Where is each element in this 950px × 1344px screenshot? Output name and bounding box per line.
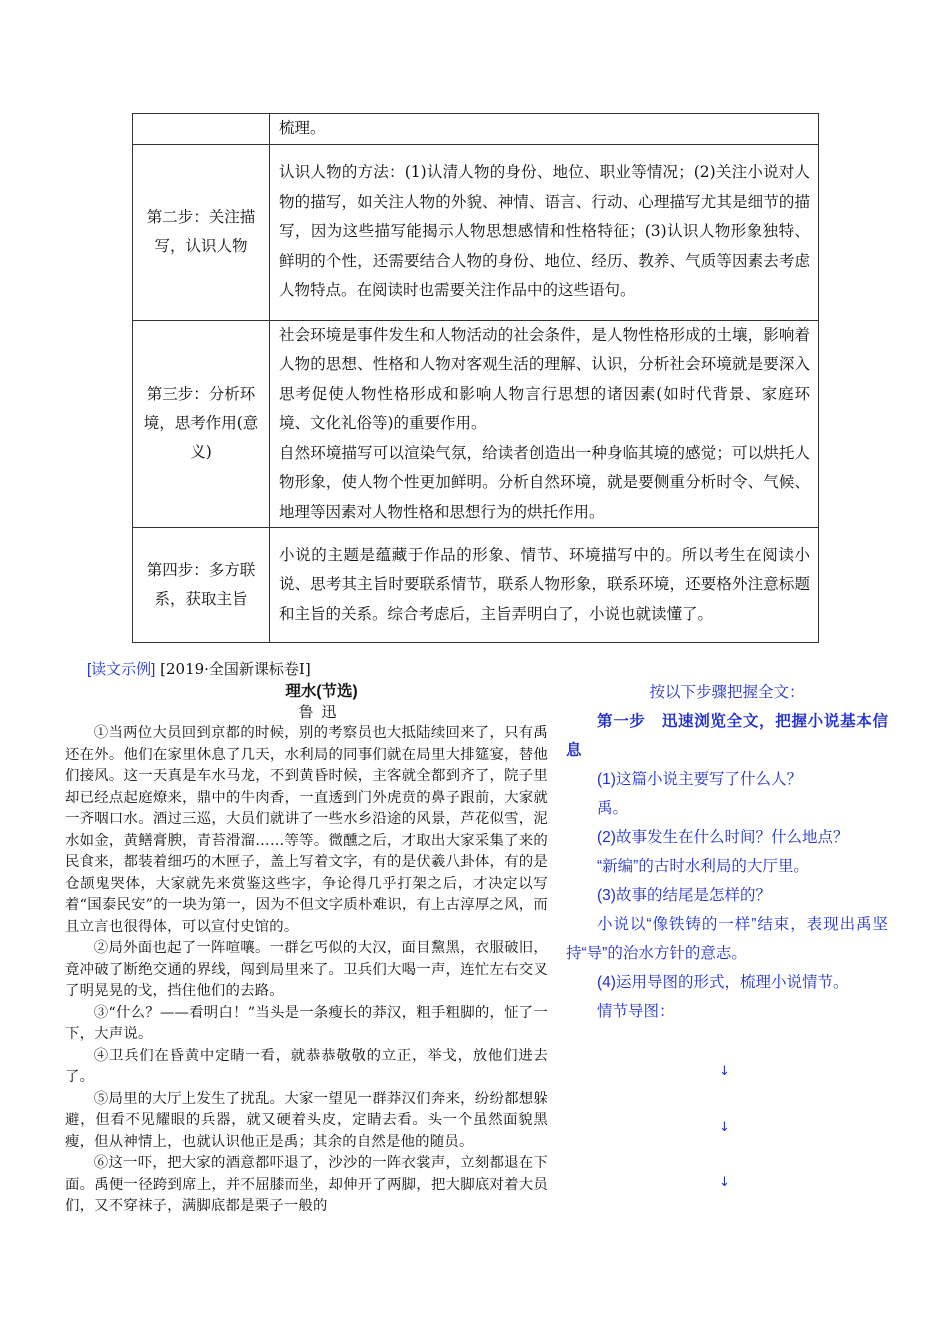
article-paragraph: ①当两位大员回到京都的时候，别的考察员也大抵陆续回来了，只有禹还在外。他们在家里休息了几天，水利局的同事们就在局里大排筵宴，替他们接风。这一天真是车水马龙，不到黄昏时候，主客就全都到齐了，院子里却已经点起庭燎来，鼎中的牛肉香，一直透到门外虎贲的鼻子跟前，大家就一齐咽口水。酒过三巡，大员们就讲了一些水乡沿途的风景，芦花似雪，泥水如金，黄鳝膏腴，青苔滑溜……等等。微醺之后，才取出大家采集了来的民食来，都装着细巧的木匣子，盖上写着文字，有的是伏羲八卦体，有的是仓颉鬼哭体，大家就先来赏鉴这些字，争论得几乎打架之后，才决定以写着“国泰民安”的一块为第一，因为不但文字质朴难识，有上古淳厚之风，而且立言也很得体，可以宣付史馆的。 <box>65 725 548 935</box>
down-arrow-icon: ↓ <box>719 1064 730 1079</box>
step-text: 小说的主题是蕴藏于作品的形象、情节、环境描写中的。所以考生在阅读小说、思考其主旨时要联系情节，联系人物形象，联系环境，还要格外注意标题和主旨的关系。综合考虑后，主旨弄明白了，小说也就读懂了。 <box>270 528 819 643</box>
guide-question: (4)运用导图的形式，梳理小说情节。 <box>597 974 849 991</box>
example-tag: [读文示例] <box>87 661 156 678</box>
guide-question: (2)故事发生在什么时间？什么地点？ <box>597 829 849 846</box>
article-title: 理水(节选) <box>285 683 358 700</box>
step-label: 第四步：多方联系，获取主旨 <box>133 528 270 643</box>
step-label <box>133 114 270 145</box>
guide-hint: 按以下步骤把握全文： <box>649 684 805 701</box>
guide-question: (1)这篇小说主要写了什么人？ <box>597 771 802 788</box>
down-arrow-icon: ↓ <box>719 1120 730 1135</box>
guide-answer: 小说以“像铁铸的一样”结束，表现出禹坚持“导”的治水方针的意志。 <box>566 916 888 962</box>
article-paragraph: ④卫兵们在昏黄中定睛一看，就恭恭敬敬的立正，举戈，放他们进去了。 <box>65 1047 548 1085</box>
guide-question: (3)故事的结尾是怎样的？ <box>597 887 771 904</box>
guide-answer: “新编”的古时水利局的大厅里。 <box>597 858 809 875</box>
guide-step-title: 第一步 迅速浏览全文，把握小说基本信息 <box>566 713 888 759</box>
article-paragraph: ⑤局里的大厅上发生了扰乱。大家一望见一群莽汉们奔来，纷纷都想躲避，但看不见耀眼的兵器，就又硬着头皮，定睛去看。头一个虽然面貌黑瘦，但从神情上，也就认识他正是禹；其余的自然是他的随员。 <box>65 1090 548 1150</box>
article-paragraph: ⑥这一吓，把大家的酒意都吓退了，沙沙的一阵衣裳声，立刻都退在下面。禹便一径跨到席上，并不屈膝而坐，却伸开了两脚，把大脚底对着大员们，又不穿袜子，满脚底都是栗子一般的 <box>65 1155 548 1214</box>
article-paragraph: ③“什么？——看明白！”当头是一条瘦长的莽汉，粗手粗脚的，怔了一下，大声说。 <box>65 1004 548 1042</box>
guide-answer: 禹。 <box>597 800 629 817</box>
table-row <box>133 114 819 145</box>
step-label: 第三步：分析环境，思考作用(意义) <box>133 320 270 528</box>
table-row <box>133 144 819 320</box>
step-text: 梳理。 <box>270 114 819 145</box>
step-text: 社会环境是事件发生和人物活动的社会条件，是人物性格形成的土壤，影响着人物的思想、性格和人物对客观生活的理解、认识，分析社会环境就是要深入思考促使人物性格形成和影响人物言行思想的诸因素(如时代背景、家庭环境、文化礼俗等)的重要作用。 自然环境描写可以渲染气氛，给读者创造出一种身临其境的感觉；可以烘托人物形象，使人物个性更加鲜明。分析自然环境，就是要侧重分析时令、气候、地理等因素对人物性格和思想行为的烘托作用。 <box>270 320 819 528</box>
article-author: 鲁迅 <box>298 703 345 721</box>
table-row <box>133 320 819 528</box>
step-text: 认识人物的方法：(1)认清人物的身份、地位、职业等情况；(2)关注小说对人物的描写，如关注人物的外貌、神情、语言、行动、心理描写尤其是细节的描写，因为这些描写能揭示人物思想感情和性格特征；(3)认识人物形象独特、鲜明的个性，还需要结合人物的身份、地位、经历、教养、气质等因素去考虑人物特点。在阅读时也需要关注作品中的这些语句。 <box>270 144 819 320</box>
down-arrow-icon: ↓ <box>719 1175 730 1190</box>
example-header <box>87 658 548 681</box>
article-paragraph: ②局外面也起了一阵喧嚷。一群乞丐似的大汉，面目黧黑，衣服破旧，竟冲破了断绝交通的界线，闯到局里来了。卫兵们大喝一声，连忙左右交叉了明晃晃的戈，挡住他们的去路。 <box>65 940 548 999</box>
example-source: [2019·全国新课标卷Ⅰ] <box>160 660 311 678</box>
step-label: 第二步：关注描写，认识人物 <box>133 144 270 320</box>
steps-table <box>132 113 819 643</box>
plot-map-label: 情节导图： <box>597 1003 675 1020</box>
table-row <box>133 528 819 643</box>
example-reading <box>65 658 548 1218</box>
reading-guide <box>566 678 888 1026</box>
